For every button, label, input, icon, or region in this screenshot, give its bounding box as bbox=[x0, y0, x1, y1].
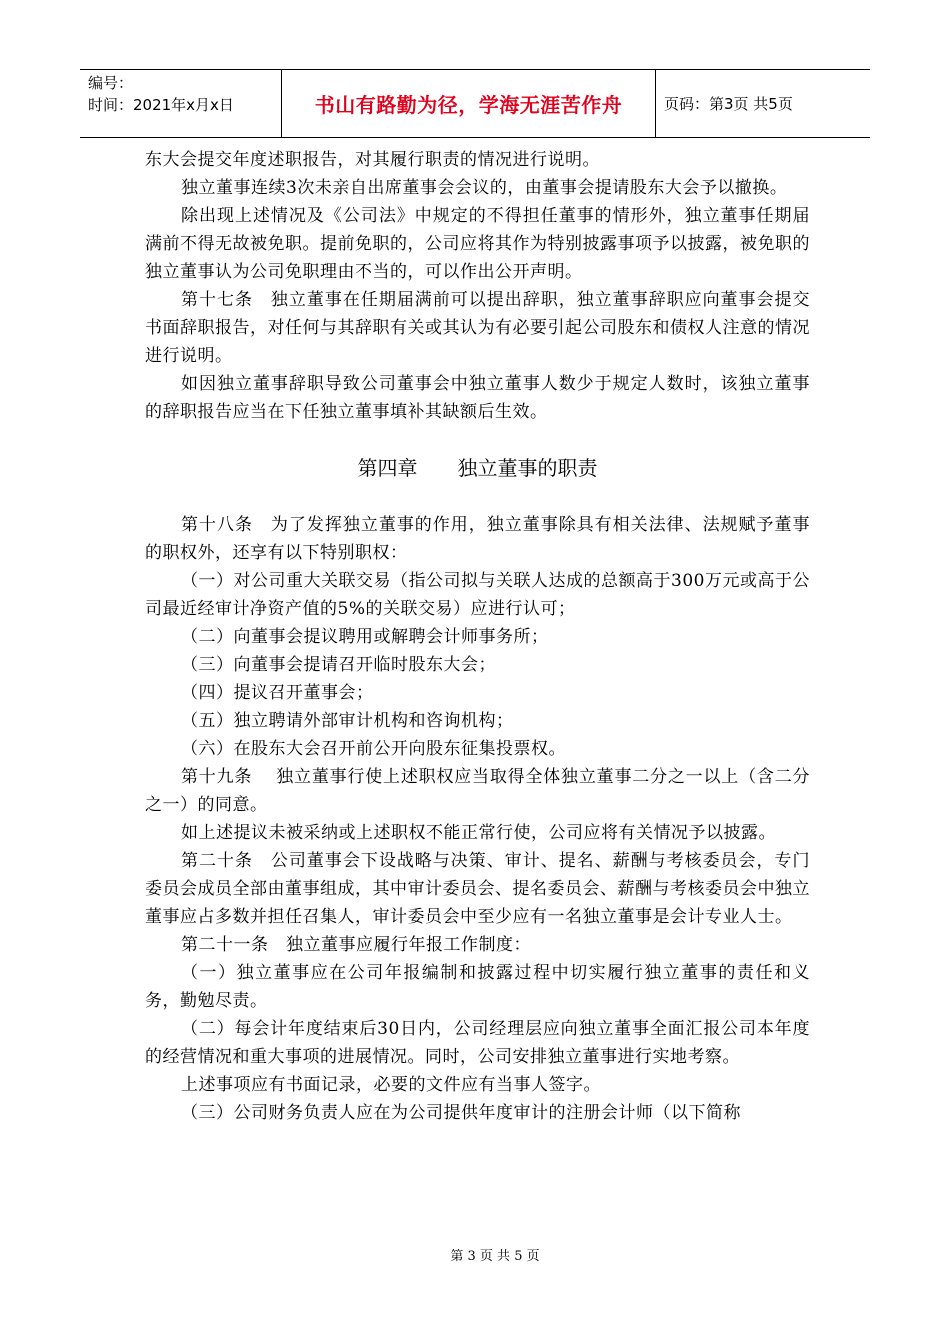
header-meta bbox=[80, 70, 282, 137]
paragraph: 如因独立董事辞职导致公司董事会中独立董事人数少于规定人数时，该独立董事的辞职报告应当在下任独立董事填补其缺额后生效。 bbox=[145, 374, 810, 422]
list-item: （三）向董事会提请召开临时股东大会； bbox=[181, 655, 496, 675]
document-body bbox=[145, 146, 810, 1127]
list-item: （二）向董事会提议聘用或解聘会计师事务所； bbox=[181, 627, 549, 647]
doc-date: 时间：2021年x月x日 bbox=[88, 96, 234, 114]
list-item: （二）每会计年度结束后30日内，公司经理层应向独立董事全面汇报公司本年度的经营情况和重大事项的进展情况。同时，公司安排独立董事进行实地考察。 bbox=[145, 1019, 810, 1067]
list-item: （四）提议召开董事会； bbox=[181, 683, 374, 703]
page-header bbox=[80, 69, 870, 138]
doc-number-label: 编号： bbox=[88, 74, 134, 92]
page-footer bbox=[0, 1245, 950, 1264]
paragraph: 除出现上述情况及《公司法》中规定的不得担任董事的情形外，独立董事任期届满前不得无故被免职。提前免职的，公司应将其作为特别披露事项予以披露，被免职的独立董事认为公司免职理由不当的，可以作出公开声明。 bbox=[145, 206, 810, 282]
paragraph: 如上述提议未被采纳或上述职权不能正常行使，公司应将有关情况予以披露。 bbox=[181, 823, 776, 843]
header-page-info: 页码：第3页 共5页 bbox=[664, 95, 793, 113]
list-item: （六）在股东大会召开前公开向股东征集投票权。 bbox=[181, 739, 566, 759]
paragraph: 第二十一条 独立董事应履行年报工作制度： bbox=[181, 935, 531, 955]
list-item: （三）公司财务负责人应在为公司提供年度审计的注册会计师（以下简称 bbox=[181, 1103, 741, 1123]
list-item: （一）对公司重大关联交易（指公司拟与关联人达成的总额高于300万元或高于公司最近经审计净资产值的5%的关联交易）应进行认可； bbox=[145, 571, 810, 619]
paragraph: 第二十条 公司董事会下设战略与决策、审计、提名、薪酬与考核委员会，专门委员会成员全部由董事组成，其中审计委员会、提名委员会、薪酬与考核委员会中独立董事应占多数并担任召集人，审计委员会中至少应有一名独立董事是会计专业人士。 bbox=[145, 851, 810, 927]
paragraph: 上述事项应有书面记录，必要的文件应有当事人签字。 bbox=[181, 1075, 601, 1095]
footer-page-number: 第 3 页 共 5 页 bbox=[450, 1249, 540, 1264]
list-item: （五）独立聘请外部审计机构和咨询机构； bbox=[181, 711, 514, 731]
header-motto: 书山有路勤为径，学海无涯苦作舟 bbox=[314, 93, 623, 117]
paragraph: 第十七条 独立董事在任期届满前可以提出辞职，独立董事辞职应向董事会提交书面辞职报告，对任何与其辞职有关或其认为有必要引起公司股东和债权人注意的情况进行说明。 bbox=[145, 290, 810, 366]
paragraph: 独立董事连续3次未亲自出席董事会会议的，由董事会提请股东大会予以撤换。 bbox=[181, 178, 788, 198]
header-motto-cell bbox=[282, 70, 656, 137]
list-item: （一）独立董事应在公司年报编制和披露过程中切实履行独立董事的责任和义务，勤勉尽责。 bbox=[145, 963, 810, 1011]
chapter-heading: 第四章 独立董事的职责 bbox=[357, 456, 598, 480]
paragraph: 第十九条 独立董事行使上述职权应当取得全体独立董事二分之一以上（含二分之一）的同意。 bbox=[145, 767, 810, 815]
paragraph: 东大会提交年度述职报告，对其履行职责的情况进行说明。 bbox=[145, 150, 600, 170]
paragraph: 第十八条 为了发挥独立董事的作用，独立董事除具有相关法律、法规赋予董事的职权外，还享有以下特别职权： bbox=[145, 515, 810, 563]
